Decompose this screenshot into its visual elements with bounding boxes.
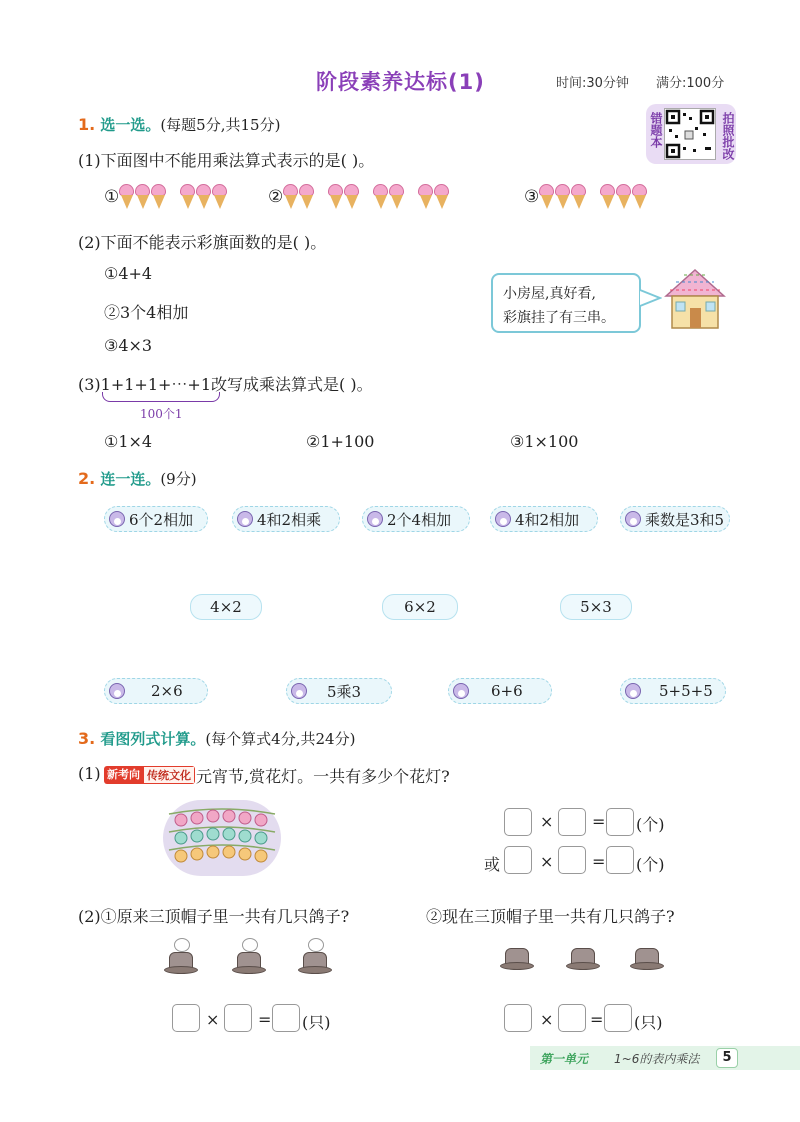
ice-cream-icon — [151, 184, 166, 210]
section-1-number: 1. — [78, 115, 96, 134]
penguin-icon — [453, 683, 469, 699]
match-bottom-card-1[interactable]: 2×6 — [104, 678, 208, 704]
match-middle-card-3[interactable]: 5×3 — [560, 594, 632, 620]
ice-cream-icon — [373, 184, 388, 210]
q3-1-prefix: (1) — [78, 764, 101, 783]
ice-cream-group — [328, 184, 359, 210]
ice-cream-group — [418, 184, 449, 210]
section-3-label: 看图列式计算。 — [100, 730, 206, 748]
penguin-icon — [495, 511, 511, 527]
ice-cream-icon — [539, 184, 554, 210]
ice-cream-group — [539, 184, 586, 210]
q1-1-option-3[interactable]: ③ — [524, 184, 647, 210]
hat-icon — [630, 944, 664, 970]
equals-sign: = — [592, 852, 606, 871]
q1-2-option-1[interactable]: ①4+4 — [104, 264, 153, 283]
answer-box[interactable] — [558, 846, 586, 874]
unit-label: (个) — [636, 815, 665, 834]
ice-cream-icon — [389, 184, 404, 210]
answer-box[interactable] — [606, 846, 634, 874]
q1-3-stem-expression: (3)1+1+1+⋯+1 — [78, 375, 212, 394]
times-sign: × — [540, 1010, 554, 1029]
unit-label: (个) — [636, 855, 665, 874]
page-number: 5 — [716, 1048, 738, 1068]
hat-icon — [566, 944, 600, 970]
ice-cream-icon — [571, 184, 586, 210]
bubble-line-2: 彩旗挂了有三串。 — [503, 310, 615, 326]
q3-1-stem: 元宵节,赏花灯。一共有多少个花灯? — [196, 767, 450, 786]
penguin-icon — [625, 683, 641, 699]
ice-cream-icon — [328, 184, 343, 210]
footer-topic: 1~6的表内乘法 — [614, 1052, 700, 1066]
ice-cream-group — [180, 184, 227, 210]
penguin-icon — [109, 683, 125, 699]
hat-with-dove-icon — [298, 948, 332, 974]
match-bottom-card-3[interactable]: 6+6 — [448, 678, 552, 704]
full-score: 满分:100分 — [656, 76, 725, 91]
match-bottom-card-4[interactable]: 5+5+5 — [620, 678, 726, 704]
match-bottom-card-2[interactable]: 5乘3 — [286, 678, 392, 704]
brace-icon — [102, 392, 220, 402]
answer-box[interactable] — [558, 808, 586, 836]
ice-cream-group — [283, 184, 314, 210]
penguin-icon — [237, 511, 253, 527]
footer-unit: 第一单元 — [540, 1052, 589, 1066]
penguin-icon — [291, 683, 307, 699]
brace-label: 100个1 — [140, 407, 183, 421]
times-sign: × — [540, 812, 554, 831]
penguin-icon — [109, 511, 125, 527]
ice-cream-icon — [632, 184, 647, 210]
penguin-icon — [625, 511, 641, 527]
bubble-tail-icon — [638, 288, 662, 308]
match-top-card-2[interactable]: 4和2相乘 — [232, 506, 340, 532]
qr-right-label: 拍照批改 — [721, 112, 735, 160]
match-middle-card-2[interactable]: 6×2 — [382, 594, 458, 620]
qr-code-icon[interactable] — [664, 108, 716, 160]
q1-2-stem: (2)下面不能表示彩旗面数的是( )。 — [78, 233, 327, 252]
speech-bubble — [491, 273, 641, 333]
q1-2-option-3[interactable]: ③4×3 — [104, 336, 153, 355]
times-sign: × — [540, 852, 554, 871]
q1-3-stem-rest: 改写成乘法算式是( )。 — [211, 375, 373, 394]
match-middle-card-1[interactable]: 4×2 — [190, 594, 262, 620]
bubble-line-1: 小房屋,真好看, — [503, 286, 596, 302]
answer-box[interactable] — [504, 846, 532, 874]
q1-3-option-1[interactable]: ①1×4 — [104, 432, 153, 451]
unit-label: (只) — [302, 1013, 331, 1032]
lantern-icon — [163, 800, 281, 876]
time-limit: 时间:30分钟 — [556, 76, 629, 91]
hat-icon — [500, 944, 534, 970]
answer-box[interactable] — [224, 1004, 252, 1032]
times-sign: × — [206, 1010, 220, 1029]
ice-cream-icon — [283, 184, 298, 210]
house-icon — [660, 266, 730, 332]
qr-left-label: 错题本 — [649, 112, 663, 148]
equals-sign: = — [592, 812, 606, 831]
answer-box[interactable] — [558, 1004, 586, 1032]
equals-sign: = — [258, 1010, 272, 1029]
ice-cream-icon — [299, 184, 314, 210]
hat-with-dove-icon — [232, 948, 266, 974]
ice-cream-group — [119, 184, 166, 210]
answer-box[interactable] — [272, 1004, 300, 1032]
new-direction-tag: 新考向 传统文化 — [104, 766, 195, 784]
penguin-icon — [367, 511, 383, 527]
answer-box[interactable] — [504, 1004, 532, 1032]
section-1-note: (每题5分,共15分) — [160, 116, 281, 134]
hat-with-dove-icon — [164, 948, 198, 974]
section-2-note: (9分) — [160, 470, 197, 488]
ice-cream-group — [373, 184, 404, 210]
match-top-card-3[interactable]: 2个4相加 — [362, 506, 470, 532]
answer-box[interactable] — [172, 1004, 200, 1032]
equals-sign: = — [590, 1010, 604, 1029]
section-1-label: 选一选。 — [100, 116, 161, 134]
q1-1-option-2[interactable]: ② — [268, 184, 449, 210]
answer-box[interactable] — [604, 1004, 632, 1032]
ice-cream-icon — [212, 184, 227, 210]
ice-cream-icon — [196, 184, 211, 210]
ice-cream-icon — [418, 184, 433, 210]
lantern-illustration — [163, 800, 281, 876]
ice-cream-icon — [600, 184, 615, 210]
ice-cream-icon — [616, 184, 631, 210]
answer-box[interactable] — [504, 808, 532, 836]
ice-cream-icon — [555, 184, 570, 210]
q3-2-stem-b: ②现在三顶帽子里一共有几只鸽子? — [426, 907, 675, 926]
match-top-card-1[interactable]: 6个2相加 — [104, 506, 208, 532]
q1-3-option-3[interactable]: ③1×100 — [510, 432, 579, 451]
ice-cream-group — [600, 184, 647, 210]
section-2-number: 2. — [78, 469, 96, 488]
ice-cream-icon — [180, 184, 195, 210]
match-top-card-5[interactable]: 乘数是3和5 — [620, 506, 730, 532]
answer-box[interactable] — [606, 808, 634, 836]
q1-3-option-2[interactable]: ②1+100 — [306, 432, 375, 451]
unit-label: (只) — [634, 1013, 663, 1032]
or-label: 或 — [484, 855, 501, 874]
section-2-label: 连一连。 — [100, 470, 161, 488]
ice-cream-icon — [135, 184, 150, 210]
q1-1-option-1[interactable]: ① — [104, 184, 227, 210]
q1-2-option-2[interactable]: ②3个4相加 — [104, 303, 189, 322]
ice-cream-icon — [119, 184, 134, 210]
match-top-card-4[interactable]: 4和2相加 — [490, 506, 598, 532]
section-3-number: 3. — [78, 729, 96, 748]
ice-cream-icon — [344, 184, 359, 210]
q3-2-stem-a: (2)①原来三顶帽子里一共有几只鸽子? — [78, 907, 350, 926]
ice-cream-icon — [434, 184, 449, 210]
q1-1-stem: (1)下面图中不能用乘法算式表示的是( )。 — [78, 151, 375, 170]
section-3-note: (每个算式4分,共24分) — [205, 730, 356, 748]
page-title: 阶段素养达标(1) — [316, 70, 485, 94]
